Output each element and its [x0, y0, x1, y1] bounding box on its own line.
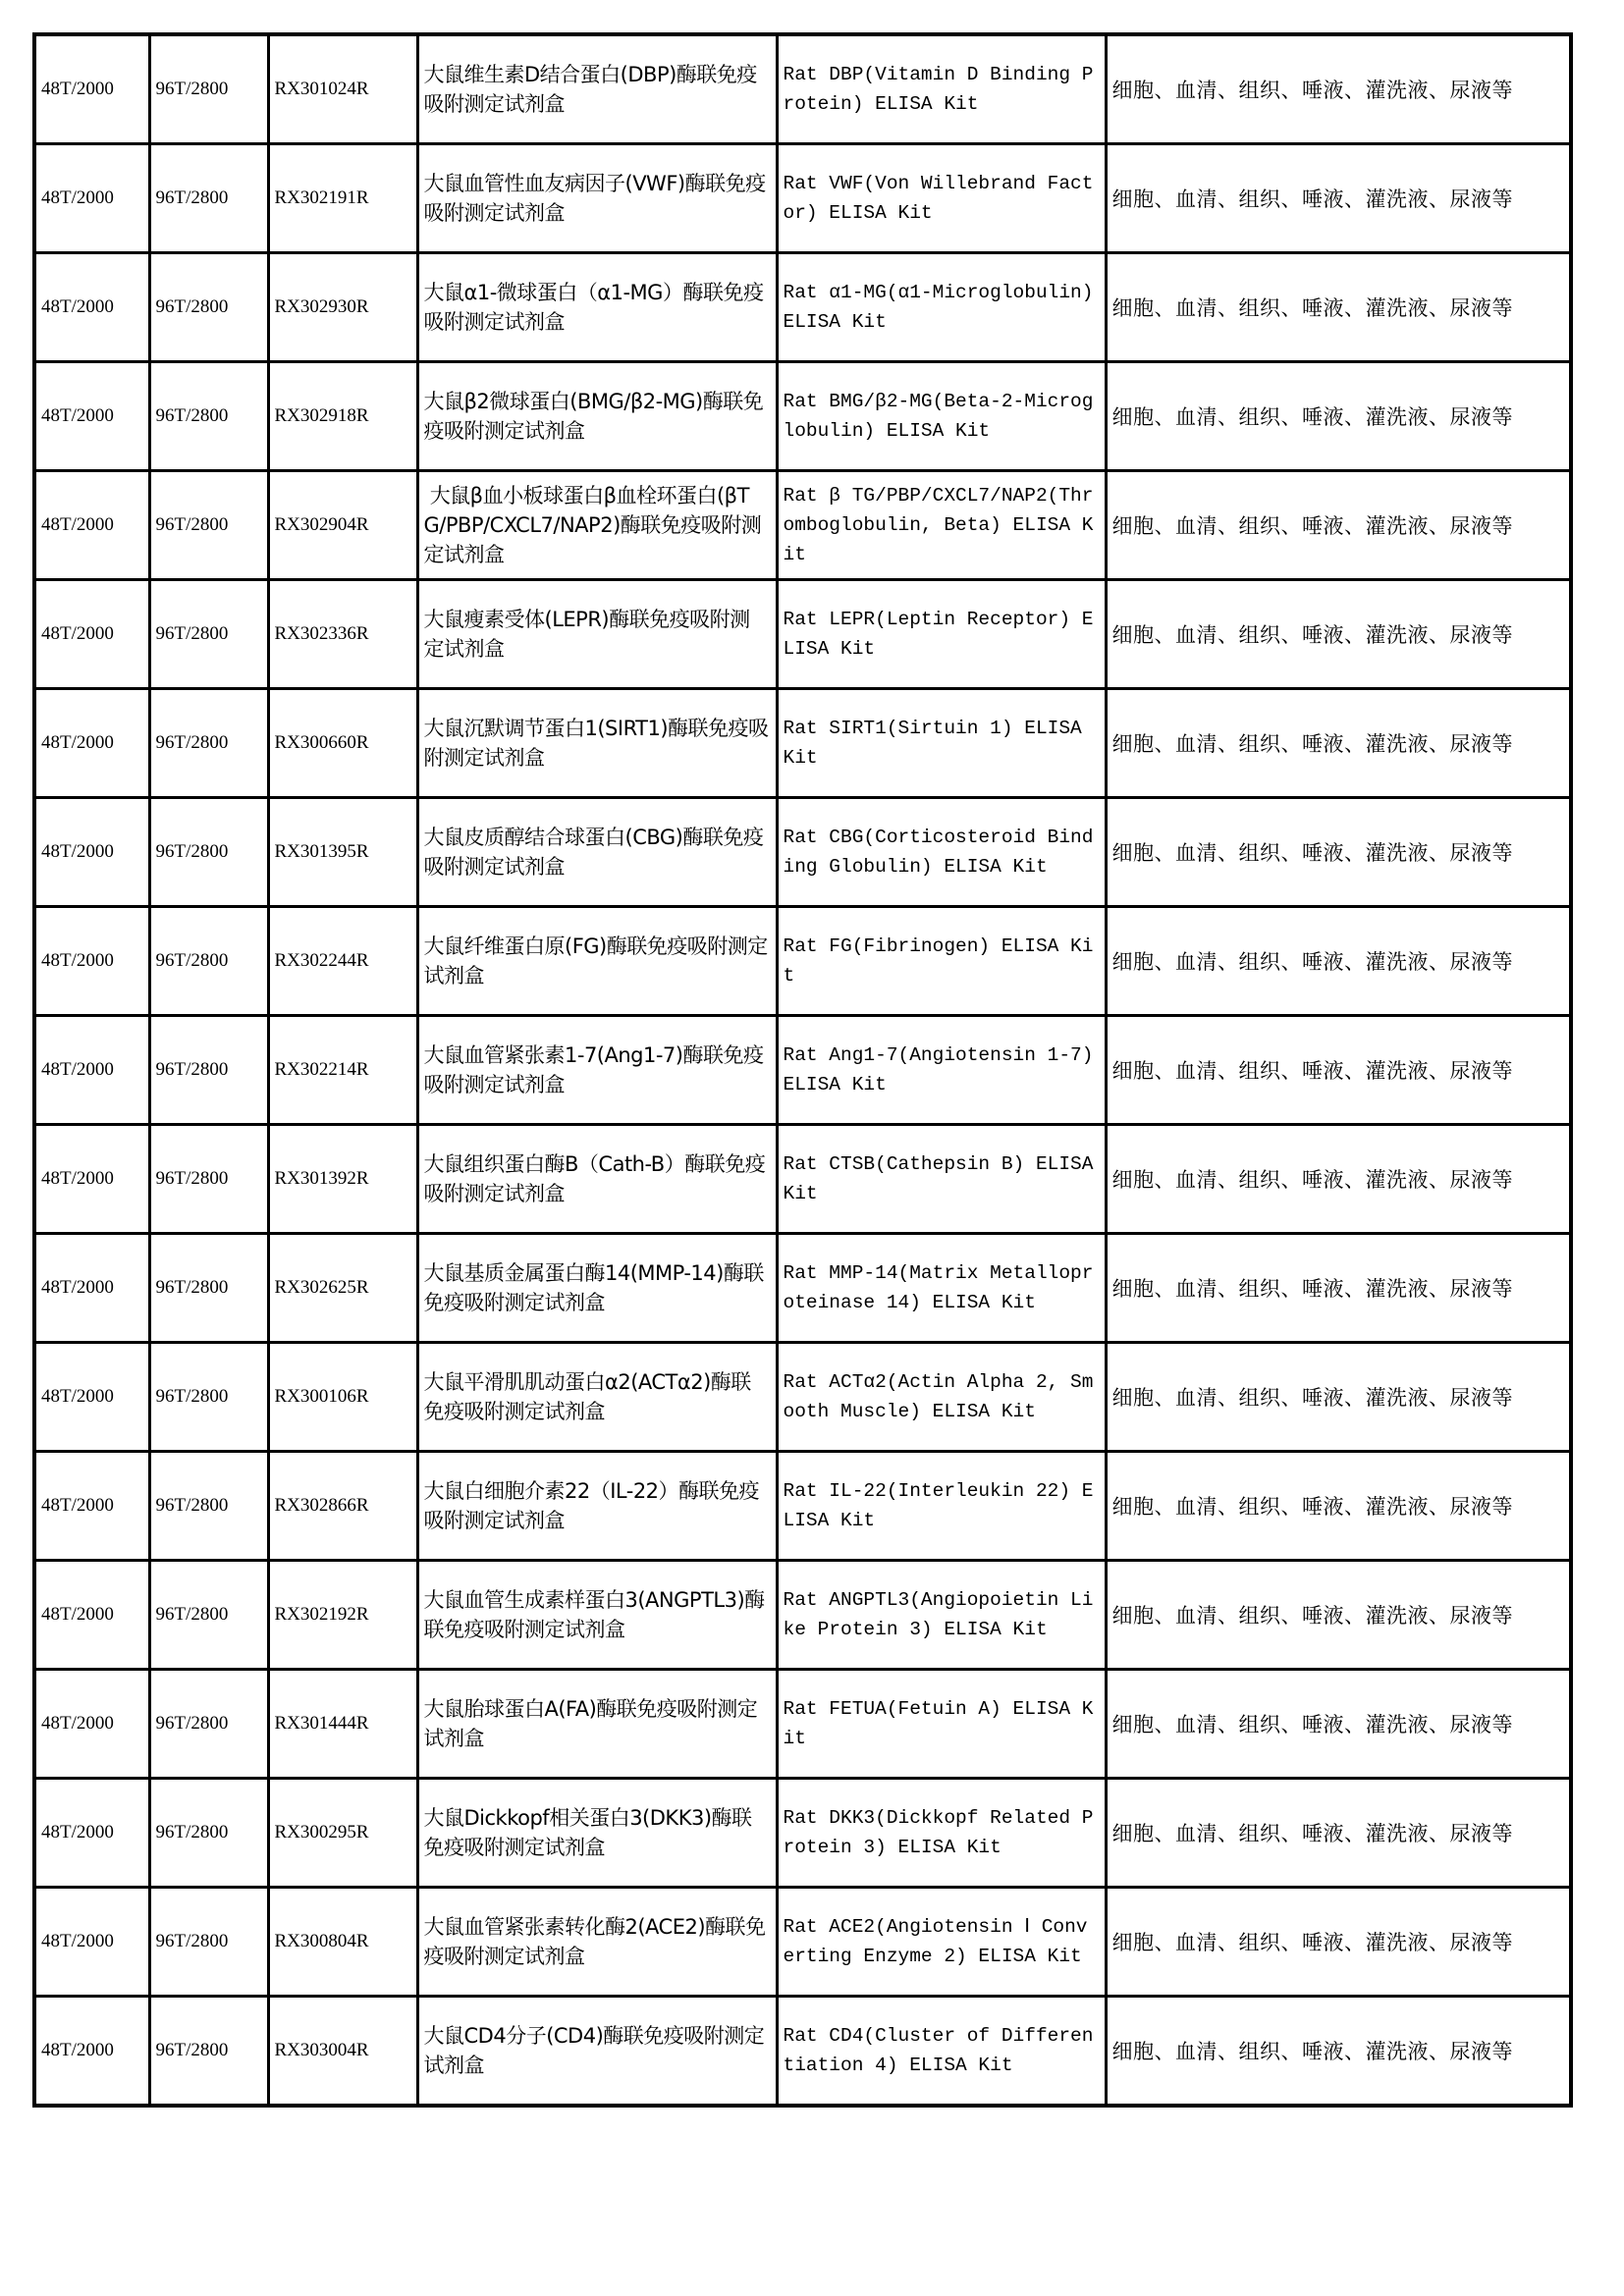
product-name-en: Rat LEPR(Leptin Receptor) ELISA Kit: [777, 580, 1106, 689]
product-name-cn: 大鼠平滑肌肌动蛋白α2(ACTα2)酶联免疫吸附测定试剂盒: [417, 1343, 777, 1452]
catalog-number: RX300106R: [268, 1343, 417, 1452]
large-pack-price: 96T/2800: [149, 1779, 268, 1888]
catalog-number: RX302625R: [268, 1234, 417, 1343]
catalog-number: RX301392R: [268, 1125, 417, 1234]
large-pack-price: 96T/2800: [149, 1888, 268, 1997]
sample-types: 细胞、血清、组织、唾液、灌洗液、尿液等: [1106, 1343, 1571, 1452]
catalog-number: RX300660R: [268, 689, 417, 798]
product-name-en: Rat ACE2(Angiotensin Ⅰ Converting Enzyme 2) ELISA Kit: [777, 1888, 1106, 1997]
product-name-cn: 大鼠纤维蛋白原(FG)酶联免疫吸附测定试剂盒: [417, 907, 777, 1016]
sample-types: 细胞、血清、组织、唾液、灌洗液、尿液等: [1106, 907, 1571, 1016]
product-name-en: Rat DBP(Vitamin D Binding Protein) ELISA Kit: [777, 34, 1106, 144]
small-pack-price: 48T/2000: [34, 1234, 149, 1343]
small-pack-price: 48T/2000: [34, 1125, 149, 1234]
table-row: [34, 1779, 1571, 1888]
catalog-number: RX303004R: [268, 1997, 417, 2107]
table-row: [34, 144, 1571, 253]
sample-types: 细胞、血清、组织、唾液、灌洗液、尿液等: [1106, 362, 1571, 471]
table-row: [34, 1016, 1571, 1125]
table-row: [34, 689, 1571, 798]
sample-types: 细胞、血清、组织、唾液、灌洗液、尿液等: [1106, 34, 1571, 144]
table-row: [34, 1561, 1571, 1670]
product-name-en: Rat BMG/β2-MG(Beta-2-Microglobulin) ELISA Kit: [777, 362, 1106, 471]
small-pack-price: 48T/2000: [34, 471, 149, 580]
product-name-cn: 大鼠瘦素受体(LEPR)酶联免疫吸附测定试剂盒: [417, 580, 777, 689]
table-row: [34, 1888, 1571, 1997]
table-row: [34, 798, 1571, 907]
product-name-en: Rat DKK3(Dickkopf Related Protein 3) ELISA Kit: [777, 1779, 1106, 1888]
table-body: [34, 34, 1571, 2106]
small-pack-price: 48T/2000: [34, 580, 149, 689]
small-pack-price: 48T/2000: [34, 144, 149, 253]
product-name-en: Rat SIRT1(Sirtuin 1) ELISA Kit: [777, 689, 1106, 798]
product-name-cn: 大鼠白细胞介素22（IL-22）酶联免疫吸附测定试剂盒: [417, 1452, 777, 1561]
sample-types: 细胞、血清、组织、唾液、灌洗液、尿液等: [1106, 471, 1571, 580]
product-table: [32, 32, 1573, 2108]
sample-types: 细胞、血清、组织、唾液、灌洗液、尿液等: [1106, 1779, 1571, 1888]
sample-types: 细胞、血清、组织、唾液、灌洗液、尿液等: [1106, 1452, 1571, 1561]
sample-types: 细胞、血清、组织、唾液、灌洗液、尿液等: [1106, 1997, 1571, 2107]
table-row: [34, 253, 1571, 362]
catalog-number: RX302191R: [268, 144, 417, 253]
catalog-number: RX300804R: [268, 1888, 417, 1997]
table-row: [34, 471, 1571, 580]
table-row: [34, 907, 1571, 1016]
large-pack-price: 96T/2800: [149, 1670, 268, 1779]
product-name-cn: 大鼠血管生成素样蛋白3(ANGPTL3)酶联免疫吸附测定试剂盒: [417, 1561, 777, 1670]
product-name-cn: 大鼠β2微球蛋白(BMG/β2-MG)酶联免疫吸附测定试剂盒: [417, 362, 777, 471]
small-pack-price: 48T/2000: [34, 1888, 149, 1997]
large-pack-price: 96T/2800: [149, 1343, 268, 1452]
sample-types: 细胞、血清、组织、唾液、灌洗液、尿液等: [1106, 1670, 1571, 1779]
product-name-cn: 大鼠基质金属蛋白酶14(MMP-14)酶联免疫吸附测定试剂盒: [417, 1234, 777, 1343]
small-pack-price: 48T/2000: [34, 34, 149, 144]
catalog-number: RX302930R: [268, 253, 417, 362]
large-pack-price: 96T/2800: [149, 580, 268, 689]
table-row: [34, 580, 1571, 689]
catalog-number: RX302214R: [268, 1016, 417, 1125]
product-name-cn: 大鼠组织蛋白酶B（Cath-B）酶联免疫吸附测定试剂盒: [417, 1125, 777, 1234]
catalog-number: RX301395R: [268, 798, 417, 907]
product-name-cn: 大鼠沉默调节蛋白1(SIRT1)酶联免疫吸附测定试剂盒: [417, 689, 777, 798]
product-name-en: Rat FG(Fibrinogen) ELISA Kit: [777, 907, 1106, 1016]
product-name-cn: 大鼠血管紧张素转化酶2(ACE2)酶联免疫吸附测定试剂盒: [417, 1888, 777, 1997]
sample-types: 细胞、血清、组织、唾液、灌洗液、尿液等: [1106, 1888, 1571, 1997]
large-pack-price: 96T/2800: [149, 1561, 268, 1670]
small-pack-price: 48T/2000: [34, 1452, 149, 1561]
small-pack-price: 48T/2000: [34, 798, 149, 907]
product-name-cn: 大鼠α1-微球蛋白（α1-MG）酶联免疫吸附测定试剂盒: [417, 253, 777, 362]
product-name-cn: 大鼠Dickkopf相关蛋白3(DKK3)酶联免疫吸附测定试剂盒: [417, 1779, 777, 1888]
sample-types: 细胞、血清、组织、唾液、灌洗液、尿液等: [1106, 1561, 1571, 1670]
sample-types: 细胞、血清、组织、唾液、灌洗液、尿液等: [1106, 253, 1571, 362]
large-pack-price: 96T/2800: [149, 34, 268, 144]
table-row: [34, 34, 1571, 144]
product-name-cn: 大鼠血管紧张素1-7(Ang1-7)酶联免疫吸附测定试剂盒: [417, 1016, 777, 1125]
small-pack-price: 48T/2000: [34, 689, 149, 798]
large-pack-price: 96T/2800: [149, 253, 268, 362]
product-name-cn: 大鼠血管性血友病因子(VWF)酶联免疫吸附测定试剂盒: [417, 144, 777, 253]
table-row: [34, 1125, 1571, 1234]
catalog-number: RX302336R: [268, 580, 417, 689]
catalog-number: RX302904R: [268, 471, 417, 580]
small-pack-price: 48T/2000: [34, 1016, 149, 1125]
product-name-en: Rat Ang1-7(Angiotensin 1-7) ELISA Kit: [777, 1016, 1106, 1125]
product-name-en: Rat IL-22(Interleukin 22) ELISA Kit: [777, 1452, 1106, 1561]
product-name-cn: 大鼠CD4分子(CD4)酶联免疫吸附测定试剂盒: [417, 1997, 777, 2107]
large-pack-price: 96T/2800: [149, 907, 268, 1016]
product-name-en: Rat CD4(Cluster of Differentiation 4) ELISA Kit: [777, 1997, 1106, 2107]
product-name-en: Rat FETUA(Fetuin A) ELISA Kit: [777, 1670, 1106, 1779]
large-pack-price: 96T/2800: [149, 471, 268, 580]
catalog-number: RX301024R: [268, 34, 417, 144]
product-name-en: Rat CBG(Corticosteroid Binding Globulin) ELISA Kit: [777, 798, 1106, 907]
sample-types: 细胞、血清、组织、唾液、灌洗液、尿液等: [1106, 689, 1571, 798]
table-row: [34, 1670, 1571, 1779]
sample-types: 细胞、血清、组织、唾液、灌洗液、尿液等: [1106, 1125, 1571, 1234]
sample-types: 细胞、血清、组织、唾液、灌洗液、尿液等: [1106, 1016, 1571, 1125]
sample-types: 细胞、血清、组织、唾液、灌洗液、尿液等: [1106, 1234, 1571, 1343]
sample-types: 细胞、血清、组织、唾液、灌洗液、尿液等: [1106, 798, 1571, 907]
catalog-number: RX302244R: [268, 907, 417, 1016]
large-pack-price: 96T/2800: [149, 1997, 268, 2107]
product-name-en: Rat α1-MG(α1-Microglobulin) ELISA Kit: [777, 253, 1106, 362]
table-row: [34, 362, 1571, 471]
small-pack-price: 48T/2000: [34, 1779, 149, 1888]
catalog-number: RX302866R: [268, 1452, 417, 1561]
small-pack-price: 48T/2000: [34, 907, 149, 1016]
product-name-en: Rat VWF(Von Willebrand Factor) ELISA Kit: [777, 144, 1106, 253]
sample-types: 细胞、血清、组织、唾液、灌洗液、尿液等: [1106, 144, 1571, 253]
sample-types: 细胞、血清、组织、唾液、灌洗液、尿液等: [1106, 580, 1571, 689]
catalog-number: RX301444R: [268, 1670, 417, 1779]
table-row: [34, 1343, 1571, 1452]
table-row: [34, 1997, 1571, 2107]
large-pack-price: 96T/2800: [149, 1125, 268, 1234]
product-name-en: Rat ACTα2(Actin Alpha 2, Smooth Muscle) ELISA Kit: [777, 1343, 1106, 1452]
large-pack-price: 96T/2800: [149, 144, 268, 253]
product-name-cn: 大鼠β血小板球蛋白β血栓环蛋白(βTG/PBP/CXCL7/NAP2)酶联免疫吸附测定试剂盒: [417, 471, 777, 580]
large-pack-price: 96T/2800: [149, 362, 268, 471]
small-pack-price: 48T/2000: [34, 253, 149, 362]
small-pack-price: 48T/2000: [34, 1343, 149, 1452]
product-name-cn: 大鼠维生素D结合蛋白(DBP)酶联免疫吸附测定试剂盒: [417, 34, 777, 144]
large-pack-price: 96T/2800: [149, 1234, 268, 1343]
small-pack-price: 48T/2000: [34, 1670, 149, 1779]
catalog-number: RX302192R: [268, 1561, 417, 1670]
large-pack-price: 96T/2800: [149, 1452, 268, 1561]
catalog-number: RX302918R: [268, 362, 417, 471]
product-name-en: Rat MMP-14(Matrix Metalloproteinase 14) ELISA Kit: [777, 1234, 1106, 1343]
product-name-en: Rat ANGPTL3(Angiopoietin Like Protein 3) ELISA Kit: [777, 1561, 1106, 1670]
product-name-en: Rat β TG/PBP/CXCL7/NAP2(Thromboglobulin, Beta) ELISA Kit: [777, 471, 1106, 580]
table-row: [34, 1452, 1571, 1561]
large-pack-price: 96T/2800: [149, 689, 268, 798]
large-pack-price: 96T/2800: [149, 1016, 268, 1125]
small-pack-price: 48T/2000: [34, 1561, 149, 1670]
table-row: [34, 1234, 1571, 1343]
product-name-cn: 大鼠胎球蛋白A(FA)酶联免疫吸附测定试剂盒: [417, 1670, 777, 1779]
catalog-number: RX300295R: [268, 1779, 417, 1888]
small-pack-price: 48T/2000: [34, 362, 149, 471]
product-name-en: Rat CTSB(Cathepsin B) ELISA Kit: [777, 1125, 1106, 1234]
small-pack-price: 48T/2000: [34, 1997, 149, 2107]
large-pack-price: 96T/2800: [149, 798, 268, 907]
product-name-cn: 大鼠皮质醇结合球蛋白(CBG)酶联免疫吸附测定试剂盒: [417, 798, 777, 907]
